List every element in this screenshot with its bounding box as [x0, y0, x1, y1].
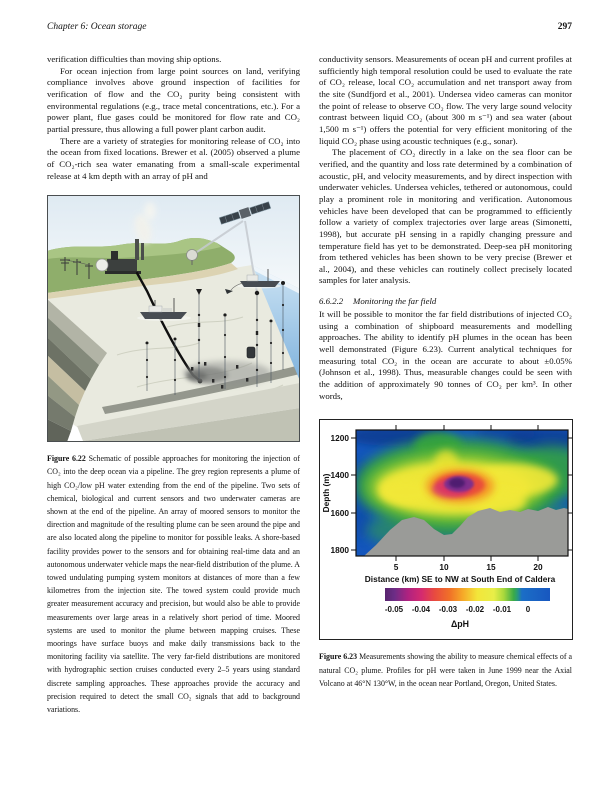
svg-text:15: 15 [486, 562, 496, 573]
ocean-monitoring-schematic [47, 195, 300, 442]
paragraph: It will be possible to monitor the far field distributions of injected CO₂ using a combination of shipboard measurements and modelling approaches. The ability to identify pH plumes in the ocean has been well demonstrated (Figure 6.23). Current analytical techniques for measuring total CO₂ in the ocean are accurate to about ±0.05% (Johnson et al., 1998). Thus, measurable changes could be seen with the addition of approximately 90 tonnes of CO₂ per km³. In other words, [319, 309, 572, 401]
paragraph: The placement of CO₂ directly in a lake on the sea floor can be verified, and the quantity and loss rate determined by a combination of acoustic, pH, and velocity measurements, and by direct inspection with underwater vehicles. Undersea vehicles, tethered or autonomous, could play a prominent role in monitoring and verification. Autonomous vehicles have been developed that can be programmed to efficiently follow a variety of complex trajectories over large areas (Simonetti, 1998), but accurate pH sensing in a rapidly changing pressure and temperature field has yet to be demonstrated. Deep-sea pH monitoring from tethered vehicles has been shown to be very precise (Brewer et al., 2004), and these vehicles can routinely collect precisely located samples for later analysis. [319, 147, 572, 286]
y-axis-label: Depth (m) [321, 474, 331, 513]
two-column-layout [47, 54, 572, 716]
svg-text:1600: 1600 [330, 508, 349, 519]
figure-6-22-caption [47, 452, 300, 716]
section-heading [319, 296, 572, 306]
svg-text:-0.03: -0.03 [438, 605, 458, 615]
figure-6-23-chart [319, 419, 572, 640]
svg-text:0: 0 [525, 605, 531, 615]
page-header [47, 22, 572, 32]
svg-text:-0.05: -0.05 [384, 605, 404, 615]
svg-text:10: 10 [439, 562, 449, 573]
paragraph: conductivity sensors. Measurements of ocean pH and current profiles at sufficiently high temporal resolution could be used to evaluate the rate of CO₂ release, local CO₂ accumulation and net transport away from the site (Sundfjord et al., 2001). Undersea video cameras can monitor the point of release to observe CO₂ flow. The very large sound velocity contrast between liquid CO₂ (about 300 m s⁻¹) and sea water (about 1,500 m s⁻¹) offers the potential for very efficient monitoring of the liquid CO₂ phase using acoustic techniques (e.g., sonar). [319, 54, 572, 146]
svg-text:-0.01: -0.01 [492, 605, 512, 615]
running-header: Chapter 6: Ocean storage [47, 22, 147, 32]
caption-label: Figure 6.22 [47, 454, 86, 464]
heatmap-area [346, 426, 573, 556]
paragraph: verification difficulties than moving ship options. [47, 54, 222, 64]
figure-6-22-illustration [47, 195, 300, 442]
caption-label: Figure 6.23 [319, 652, 358, 662]
svg-text:20: 20 [533, 562, 543, 573]
paragraph: For ocean injection from large point sources on land, verifying compliance involves above ground inspection of facilities for verification of flow and the CO₂ purity being consistent with environmental regulations (e.g., trace metal concentrations, etc.). For a power plant, flue gases could be monitored for flow rate and CO₂ partial pressure, thus allowing a full power plant carbon audit. [47, 65, 300, 134]
svg-text:-0.04: -0.04 [411, 605, 431, 615]
x-axis-label: Distance (km) SE to NW at South End of Caldera [364, 574, 556, 585]
svg-text:5: 5 [393, 562, 399, 573]
section-title: Monitoring the far field [353, 296, 437, 307]
ph-heatmap [319, 419, 573, 640]
svg-text:1400: 1400 [330, 470, 349, 481]
smoke-top [144, 202, 156, 220]
co2-plume [183, 361, 271, 385]
auv-icon [247, 347, 255, 358]
caption-text: Schematic of possible approaches for monitoring the injection of CO₂ into the deep ocean via a pipeline. The grey region represents a plume of high CO₂/low pH water extending from the end of the pipeline. Two sets of chemical, biological and current sensors and two underwater cameras are shown at the end of the pipeline. An array of moored sensors to monitor the direction and magnitude of the resulting plume can be seen around the pipe and are also located along the pipeline to monitor for possible leaks. A shore-based facility provides power to the sensors and for obtaining real-time data and an autonomous underwater vehicle maps the near-field distribution of the plume. A towed undulating pumping system monitors at distances of more than a few kilometres from the injection site. The towed system could provide much greater measurement accuracy and precision, but would also be able to provide measurements over large areas in a relatively short period of time. Moored systems are used to monitor the plume between mapping cruises. These moorings have surface buoys and make daily transmissions back to the monitoring facility via satellite. The very far-field distributions are monitored with hydrographic section cruises conducted every 2–5 years using standard discrete sampling approaches. These approaches provide the accuracy and precision required to detect the small CO₂ signals that add to background variations. [47, 454, 300, 715]
page-number: 297 [557, 22, 572, 32]
colorbar-label: ΔpH [450, 619, 470, 630]
svg-text:1200: 1200 [330, 433, 349, 444]
paragraph: There are a variety of strategies for monitoring release of CO₂ into the ocean from fixed locations. Brewer et al. (2005) observed a plume of CO₂-rich sea water emanating from a small-scale experimental release at 4 km depth with an array of pH and [47, 135, 300, 181]
svg-text:1800: 1800 [330, 545, 349, 556]
colorbar [385, 588, 550, 601]
svg-text:-0.02: -0.02 [465, 605, 485, 615]
figure-6-23-caption [319, 650, 572, 690]
right-column [319, 54, 572, 716]
section-number: 6.6.2.2 [319, 296, 344, 307]
caption-text: Measurements showing the ability to measure chemical effects of a natural CO₂ plume. Profiles for pH were taken in June 1999 near the Axial Volcano at 46°N 130°W, in the ocean near Portland, Oregon, United States. [319, 652, 572, 688]
left-column [47, 54, 300, 716]
